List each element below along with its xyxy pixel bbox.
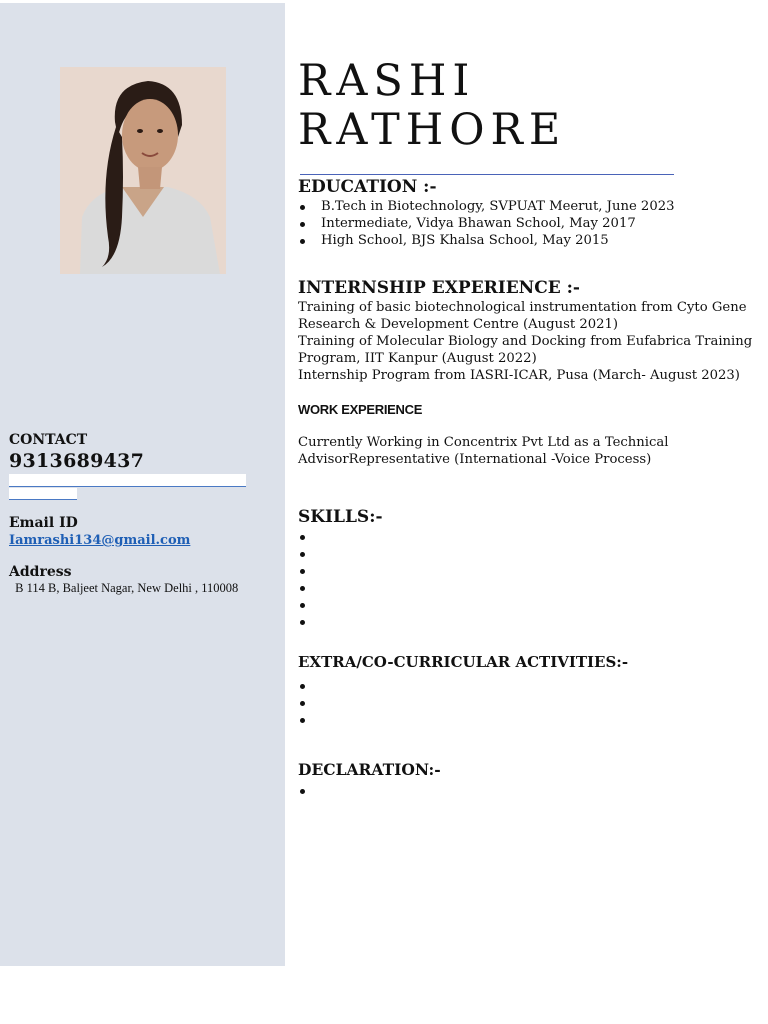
address-text: B 114 B, Baljeet Nagar, New Delhi , 110008: [12, 581, 239, 595]
list-item: [298, 613, 321, 630]
extra-activities-heading: EXTRA/CO-CURRICULAR ACTIVITIES:-: [298, 653, 629, 671]
blank-field-line: [9, 474, 246, 487]
internship-line: Training of Molecular Biology and Docking from Eufabrica Training: [298, 334, 753, 349]
phone-number: 9313689437: [9, 450, 145, 472]
list-item: [298, 596, 321, 613]
internship-line: Research & Development Centre (August 2021): [298, 317, 619, 332]
skills-list: [298, 528, 321, 630]
education-list: [298, 198, 675, 249]
name-first: RASHI: [298, 56, 476, 106]
work-line: AdvisorRepresentative (International -Voice Process): [298, 452, 652, 467]
list-item: [298, 562, 321, 579]
list-item: [298, 694, 321, 711]
email-link[interactable]: Iamrashi134@gmail.com: [9, 533, 191, 548]
declaration-heading: DECLARATION:-: [298, 760, 441, 779]
work-heading: WORK EXPERIENCE: [298, 402, 423, 417]
blank-field-line-short: [9, 488, 77, 500]
internship-line: Internship Program from IASRI-ICAR, Pusa (March- August 2023): [298, 368, 740, 383]
internship-heading: INTERNSHIP EXPERIENCE :-: [298, 278, 580, 298]
list-item: B.Tech in Biotechnology, SVPUAT Meerut, June 2023: [298, 198, 675, 215]
list-item: [298, 528, 321, 545]
work-line: Currently Working in Concentrix Pvt Ltd as a Technical: [298, 435, 669, 450]
list-item: [298, 545, 321, 562]
skills-heading: SKILLS:-: [298, 507, 383, 527]
list-item: [298, 579, 321, 596]
declaration-list: [298, 782, 321, 799]
contact-label: CONTACT: [9, 432, 88, 448]
profile-photo: [60, 67, 226, 274]
list-item: [298, 677, 321, 694]
list-item: [298, 711, 321, 728]
extra-activities-list: [298, 677, 321, 728]
name-divider: [300, 174, 674, 175]
list-item: [298, 782, 321, 799]
list-item: Intermediate, Vidya Bhawan School, May 2017: [298, 215, 675, 232]
email-label: Email ID: [9, 515, 78, 531]
address-label: Address: [9, 564, 72, 580]
internship-line: Program, IIT Kanpur (August 2022): [298, 351, 537, 366]
internship-line: Training of basic biotechnological instrumentation from Cyto Gene: [298, 300, 747, 315]
education-heading: EDUCATION :-: [298, 177, 437, 197]
name-last: RATHORE: [298, 105, 567, 155]
list-item: High School, BJS Khalsa School, May 2015: [298, 232, 675, 249]
